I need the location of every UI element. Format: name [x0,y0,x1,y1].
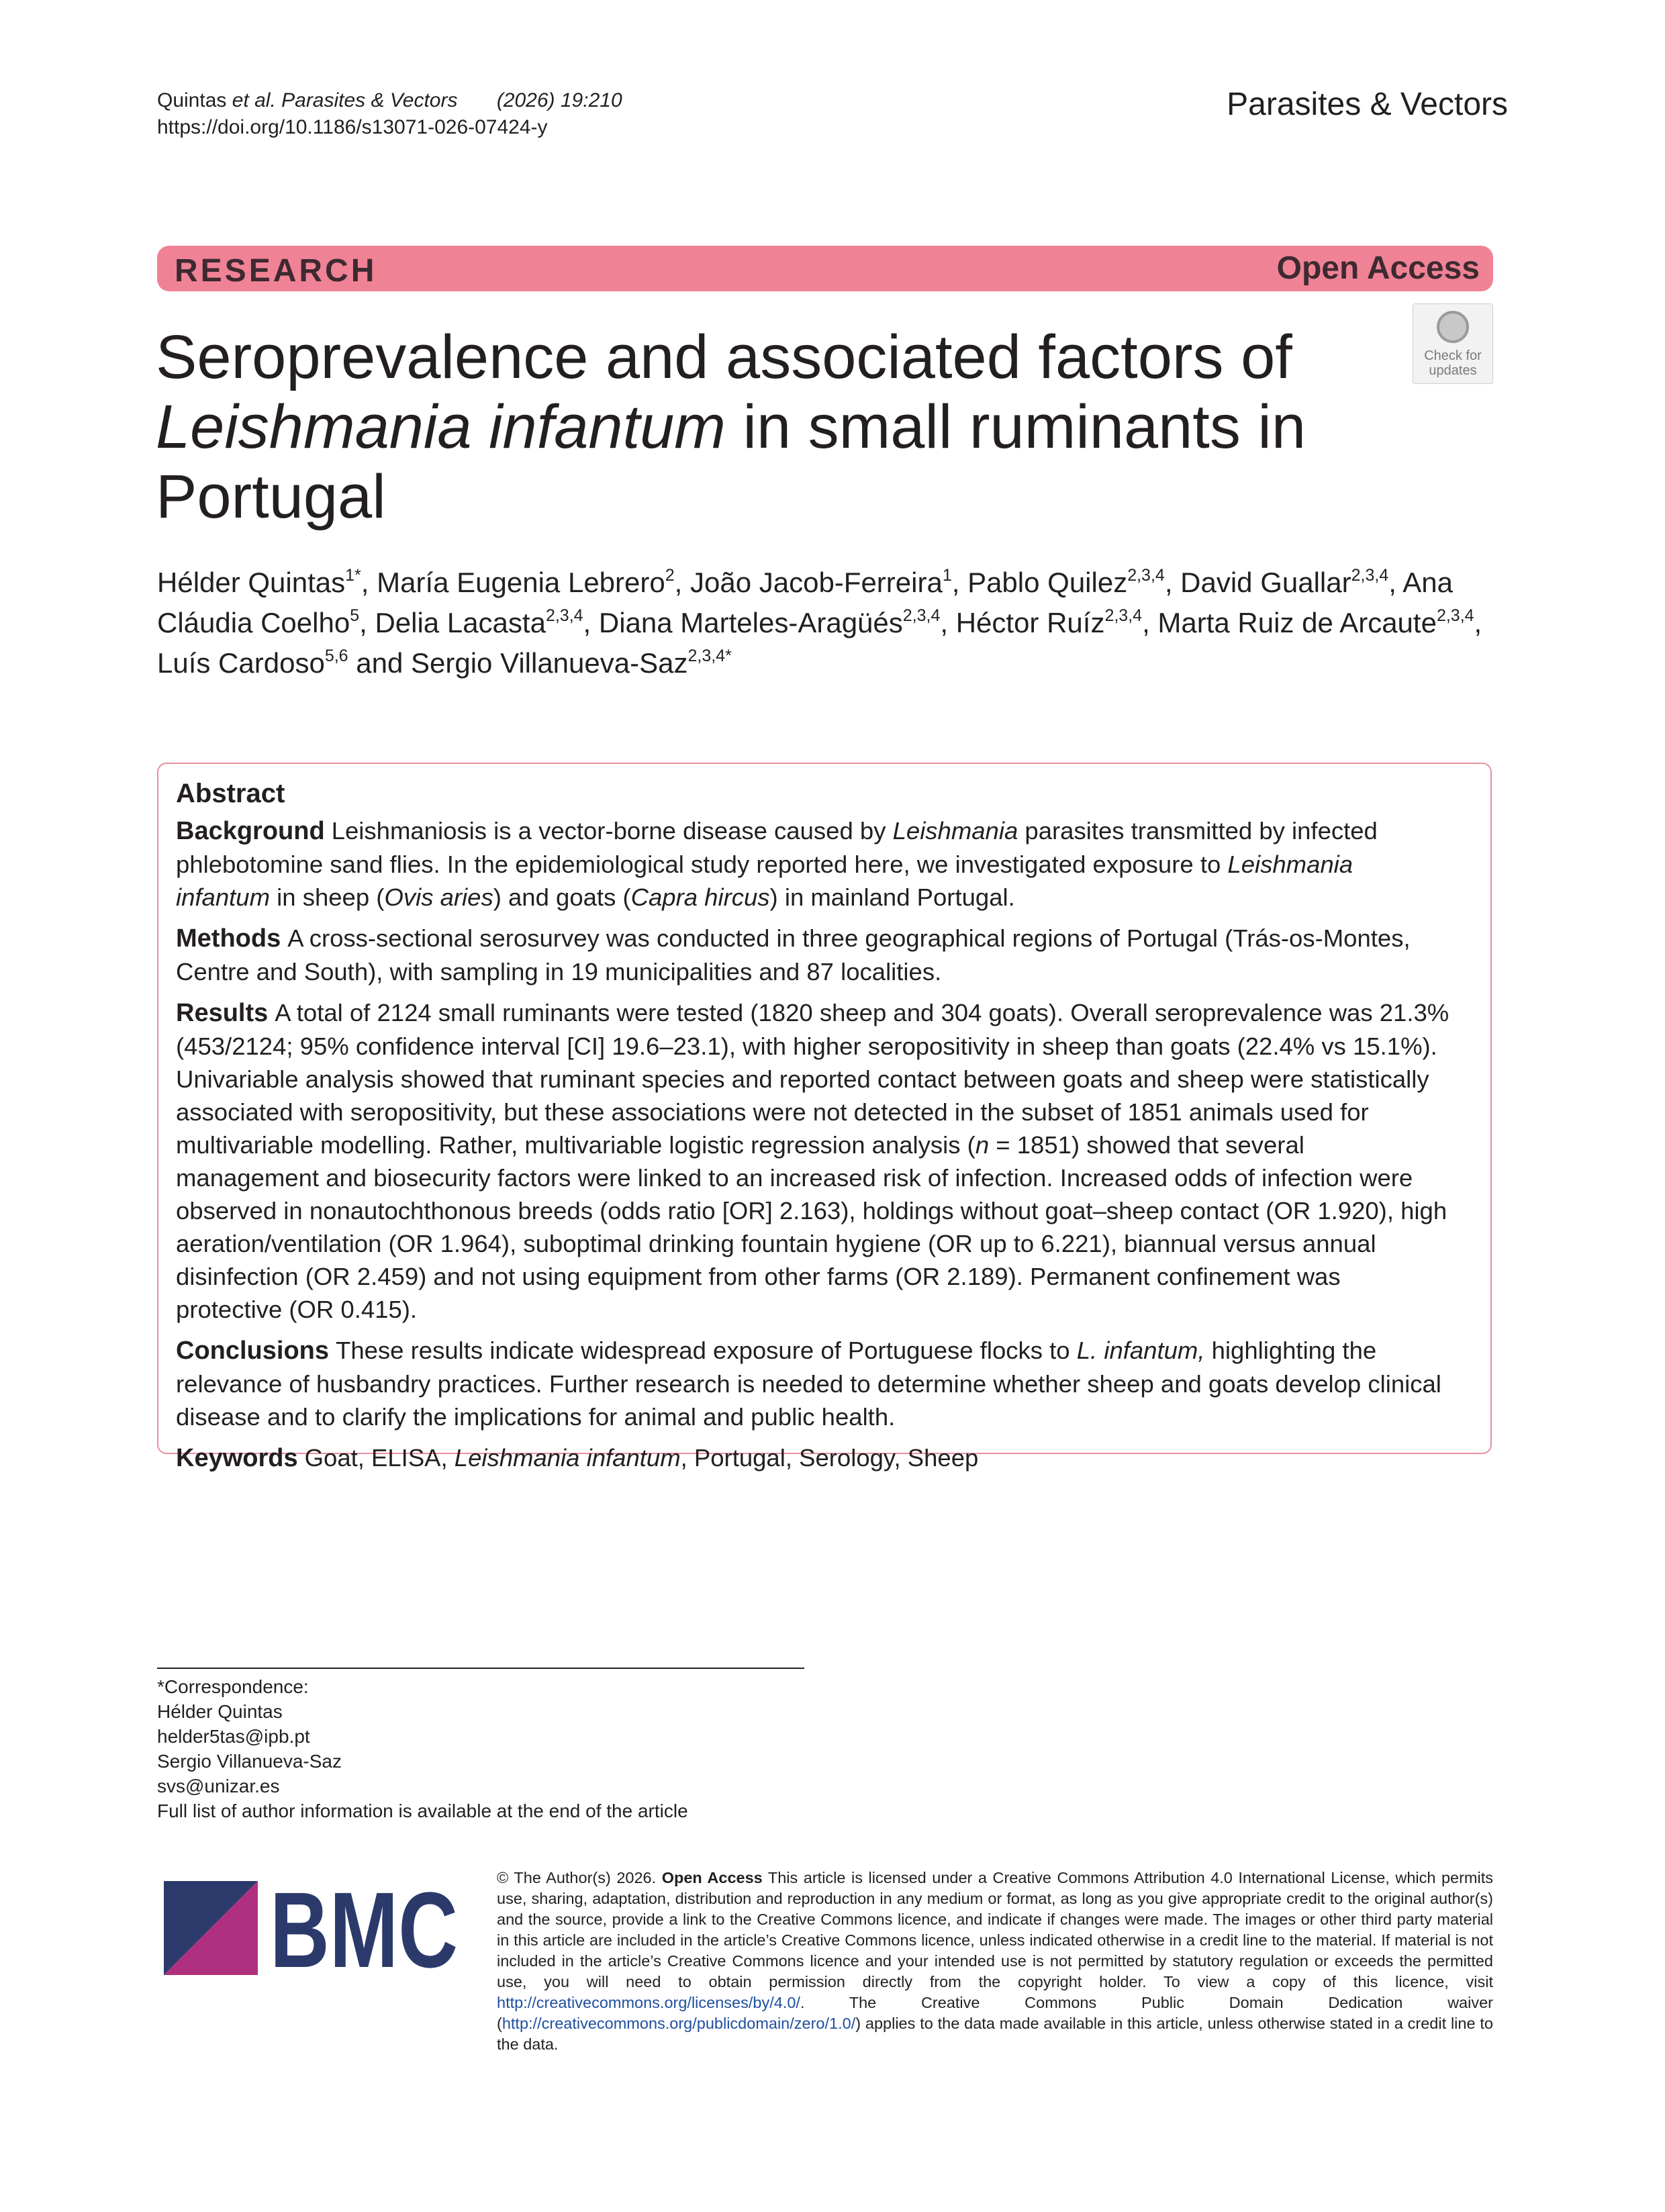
author-affiliation: 2,3,4 [545,606,583,625]
author-list [157,563,1500,683]
abstract-results [176,996,1452,1326]
author [1180,567,1402,598]
title-species: Leishmania infantum [156,393,726,461]
public-domain-link[interactable]: http://creativecommons.org/publicdomain/zero/1.0/ [502,2015,856,2032]
citation-etal: et al. [232,89,276,111]
author-separator: , [1388,567,1403,598]
license-text: This article is licensed under a Creative Commons Attribution 4.0 International License, which permits use, sharing, adaptation, distribution and reproduction in any medium or format, as long as you give appropriate credit to the original author(s) and the source, provide a link to the Creative Commons licence, and indicate if changes were made. The images or other third party material in this article are included in the article’s Creative Commons licence, unless indicated otherwise in a credit line to the material. If material is not included in the article’s Creative Commons licence and your intended use is not permitted by statutory regulation or exceeds the permitted use, you will need to obtain permission directly from the copyright holder. To view a copy of this licence, visit [497,1869,1493,1990]
methods-text: A cross-sectional serosurvey was conducted in three geographical regions of Portugal (Trás-os-Montes, Centre and South), with sampling in 19 municipalities and 87 localities. [176,924,1411,985]
background-text: ) and goats ( [493,883,631,911]
correspondence-footnote [157,1674,688,1823]
license-text: . The Creative Commons Public Domain Dedication waiver ( [497,1994,1493,2032]
author [411,647,732,679]
author-separator: , [1142,607,1158,638]
open-access-label: Open Access [1276,250,1480,286]
conclusions-label: Conclusions [176,1337,330,1365]
abstract-keywords [176,1441,1452,1475]
author [375,607,598,638]
keywords-text: , Portugal, Serology, Sheep [680,1444,979,1472]
author-name: Diana Marteles-Aragüés [598,607,903,638]
conclusions-text: highlighting the relevance of husbandry practices. Further research is needed to determine whether sheep and goats develop clinical disease and to clarify the implications for animal and public health. [176,1337,1441,1431]
author-name: João Jacob-Ferreira [689,567,943,598]
author-name: Ana Cláudia Coelho [157,567,1453,638]
abstract-box [157,763,1492,1472]
results-text: = 1851) showed that several management and biosecurity factors were linked to an increased risk of infection. Increased odds of infection were observed in nonautochthonous breeds (odds ratio [OR] 2.163), holdings without goat–sheep contact (OR 1.920), high aeration/ventilation (OR 1.964), suboptimal drinking fountain hygiene (OR up to 6.221), biannual versus annual disinfection (OR 2.459) and not using equipment from other farms (OR 2.189). Permanent confinement was protective (OR 0.415). [176,1131,1447,1323]
citation-journal: Parasites & Vectors [281,89,458,111]
keywords-label: Keywords [176,1444,298,1472]
background-label: Background [176,817,325,845]
author-affiliation: 2,3,4 [1104,606,1143,625]
author-name: Sergio Villanueva-Saz [411,647,688,679]
correspondent-name: Sergio Villanueva-Saz [157,1751,342,1772]
license-link[interactable]: http://creativecommons.org/licenses/by/4.0/ [497,1994,800,2011]
check-for-updates-icon [1437,311,1469,343]
author-separator: , [359,607,375,638]
author-name: David Guallar [1180,567,1351,598]
author-separator: and [348,647,411,679]
author [157,647,411,679]
article-type-label: RESEARCH [175,253,377,289]
author [157,567,377,598]
results-label: Results [176,999,269,1027]
correspondent-email[interactable]: svs@unizar.es [157,1776,280,1796]
background-goat-species: Capra hircus [630,883,770,911]
author-name: Pablo Quilez [967,567,1128,598]
check-for-updates-badge[interactable] [1413,303,1493,384]
article-type-banner [157,246,1493,291]
methods-label: Methods [176,924,281,953]
author-info-note: Full list of author information is available at the end of the article [157,1800,688,1821]
title-part1: Seroprevalence and associated factors of [156,323,1292,391]
conclusions-text: These results indicate widespread exposure of Portuguese flocks to [336,1337,1077,1364]
author-separator: , [1474,607,1482,638]
author-name: Marta Ruiz de Arcaute [1157,607,1437,638]
license-statement [497,1868,1493,2055]
footnote-rule [157,1668,804,1669]
correspondent-name: Hélder Quintas [157,1701,283,1722]
correspondence-heading: *Correspondence: [157,1676,309,1697]
author [956,607,1158,638]
running-header [157,87,622,141]
journal-name: Parasites & Vectors [1227,87,1508,122]
author-name: Hélder Quintas [157,567,346,598]
author-affiliation: 2,3,4 [1436,606,1474,625]
background-text: ) in mainland Portugal. [769,883,1015,911]
abstract-methods [176,922,1452,988]
author-separator: , [1164,567,1181,598]
license-text: © The Author(s) 2026. [497,1869,662,1886]
background-text: parasites transmitted by infected phlebotomine sand flies. In the epidemiological study reported here, we investigated exposure to [176,817,1378,878]
bmc-logo-text: BMC [270,1870,458,1990]
author-name: Héctor Ruíz [955,607,1105,638]
doi-link[interactable]: https://doi.org/10.1186/s13071-026-07424-y [157,116,548,138]
citation-authors: Quintas [157,89,227,111]
author-affiliation: 2,3,4 [1127,566,1165,585]
article-title [156,322,1364,532]
license-open-access: Open Access [661,1869,763,1886]
author-affiliation: 2,3,4 [902,606,941,625]
author-affiliation: 2,3,4* [687,646,732,665]
background-genus: Leishmania [892,817,1018,845]
citation-line [157,87,622,114]
abstract-content [176,777,1452,1483]
author-separator: , [674,567,690,598]
conclusions-species: L. infantum, [1076,1337,1205,1364]
author-affiliation: 5,6 [324,646,348,665]
author-affiliation: 2,3,4 [1351,566,1389,585]
author-name: Luís Cardoso [157,647,325,679]
citation-issue: (2026) 19:210 [496,89,622,111]
author-affiliation: 5 [350,606,360,625]
keywords-species: Leishmania infantum [454,1444,681,1472]
author [1157,607,1482,638]
abstract-background [176,814,1452,914]
bmc-logo [164,1868,459,1990]
author-separator: , [361,567,377,598]
author-name: María Eugenia Lebrero [377,567,665,598]
background-species: Leishmania infantum [176,851,1353,911]
abstract-heading: Abstract [176,779,285,808]
author-affiliation: 1* [345,566,361,585]
author-affiliation: 1 [942,566,952,585]
background-text: in sheep ( [270,883,385,911]
author-separator: , [951,567,968,598]
background-text: Leishmaniosis is a vector-borne disease caused by [331,817,893,845]
background-sheep-species: Ovis aries [384,883,493,911]
author-separator: , [940,607,956,638]
results-text: A total of 2124 small ruminants were tested (1820 sheep and 304 goats). Overall seroprevalence was 21.3% (453/2124; 95% confidence interval [CI] 19.6–23.1), with higher seropositivity in sheep than goats (22.4% vs 15.1%). Univariable analysis showed that ruminant species and reported contact between goats and sheep were statistically associated with seropositivity, but these associations were not detected in the subset of 1851 animals used for multivariable modelling. Rather, multivariable logistic regression analysis ( [176,999,1449,1159]
abstract-conclusions [176,1334,1452,1433]
author [599,607,956,638]
results-n: n [975,1131,990,1159]
author [690,567,967,598]
author-affiliation: 2 [665,566,675,585]
author-name: Delia Lacasta [375,607,546,638]
author [967,567,1180,598]
license-text: ) applies to the data made available in this article, unless otherwise stated in a credit line to the data. [497,2015,1493,2053]
check-for-updates-label: Check for updates [1424,348,1482,378]
correspondent-email[interactable]: helder5tas@ipb.pt [157,1726,310,1747]
author [377,567,690,598]
title-part2: in small ruminants in Portugal [156,393,1306,531]
author-separator: , [583,607,599,638]
keywords-text: Goat, ELISA, [304,1444,455,1472]
